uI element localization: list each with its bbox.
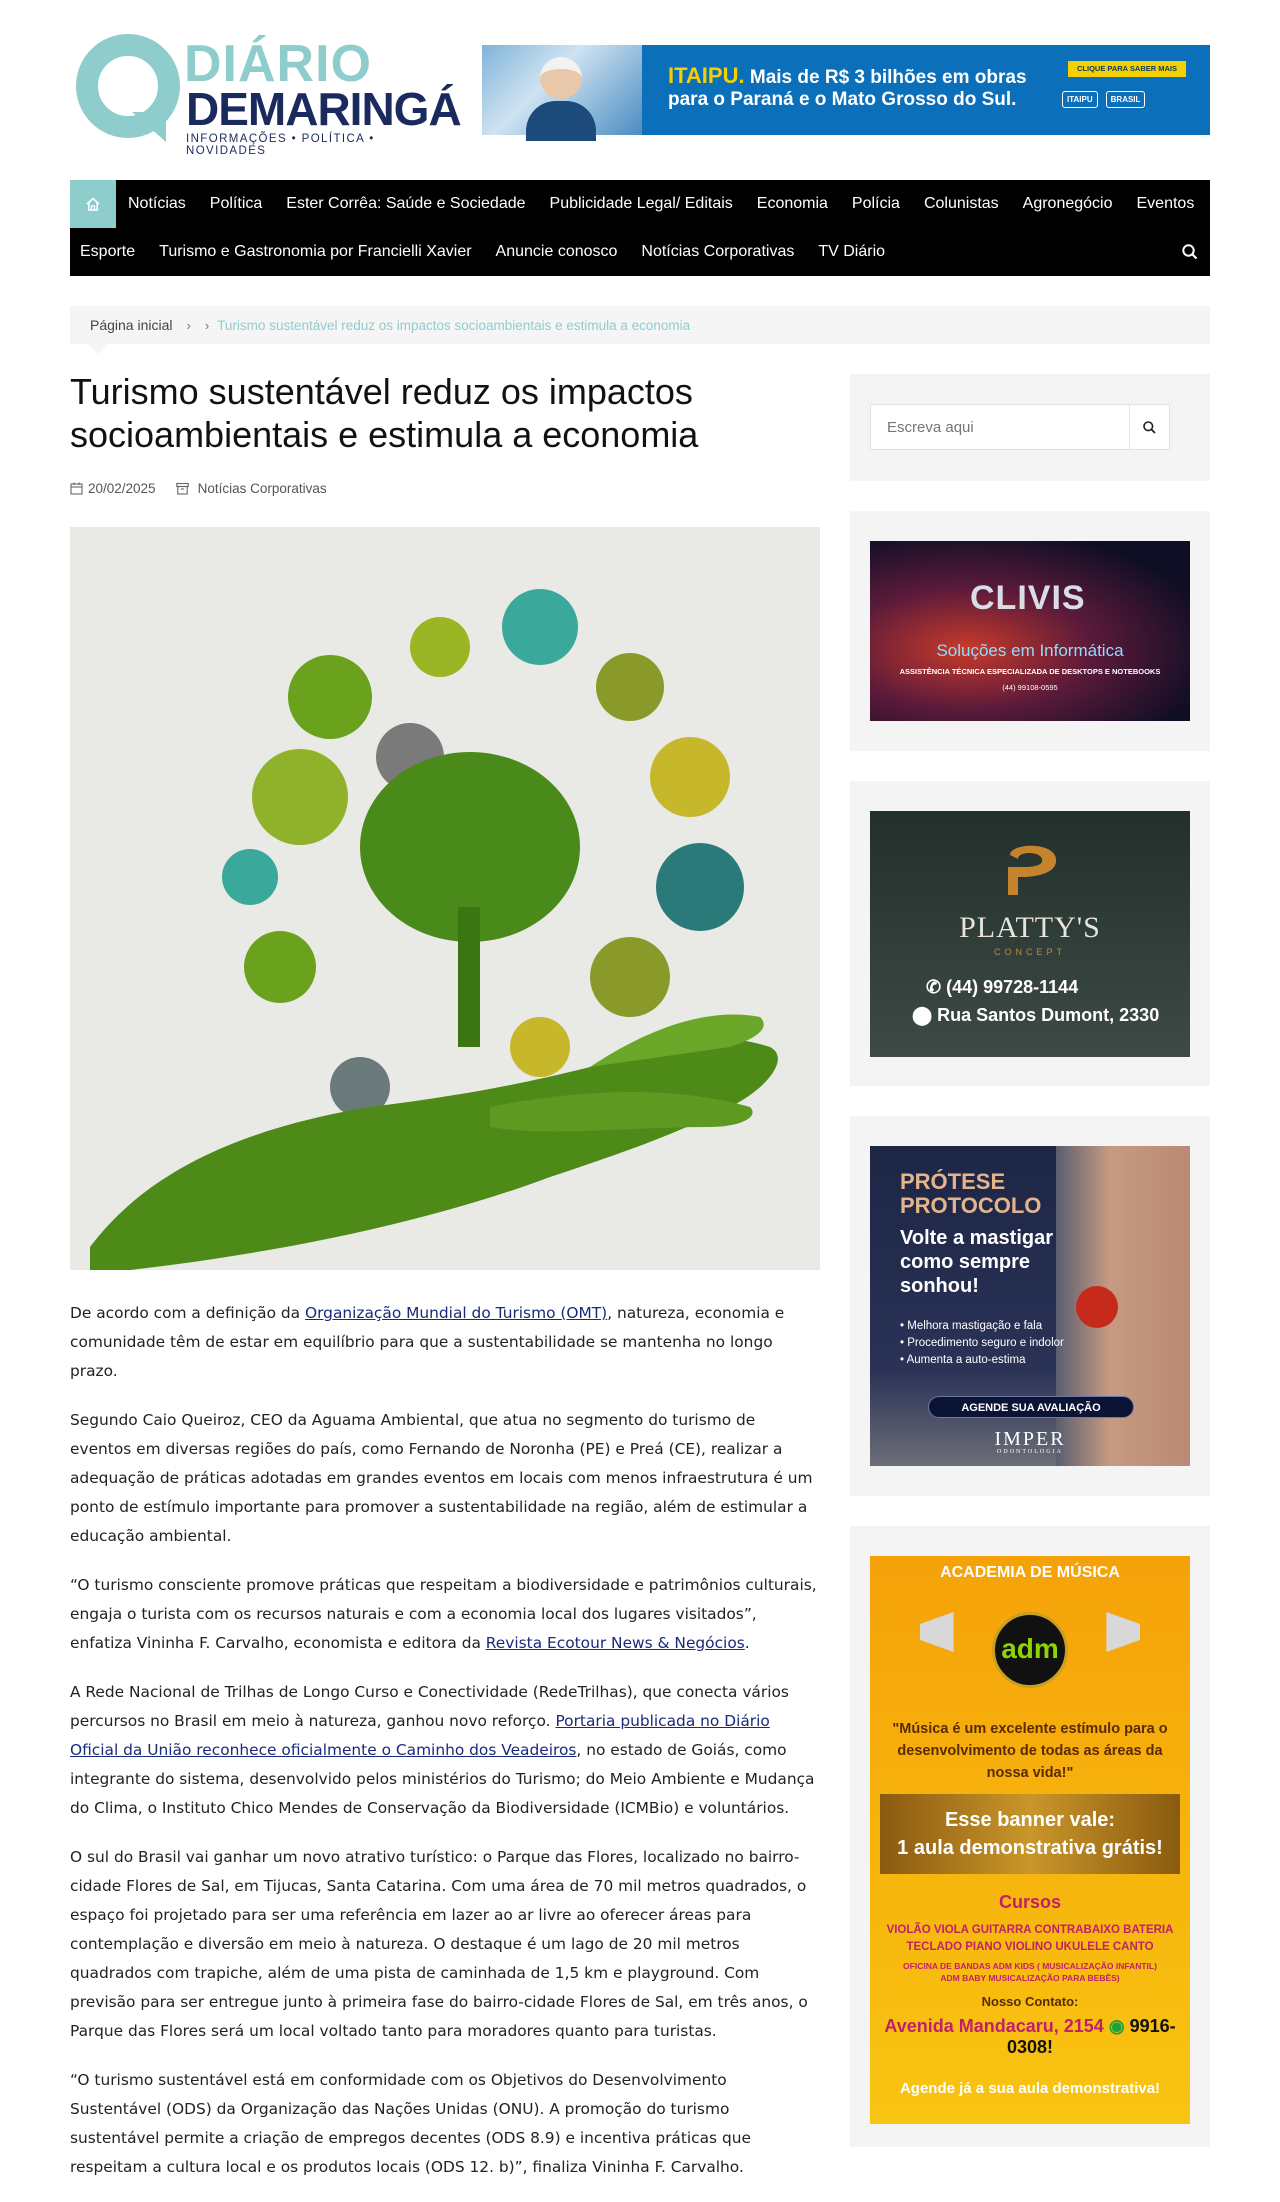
article-date[interactable]: 20/02/2025: [88, 481, 156, 496]
logo-tagline: INFORMAÇÕES • POLÍTICA • NOVIDADES: [186, 133, 375, 157]
banner-cta-button[interactable]: CLIQUE PARA SABER MAIS: [1068, 61, 1186, 77]
clivis-subtitle: Soluções em Informática: [936, 641, 1124, 660]
imper-cta-button[interactable]: AGENDE SUA AVALIAÇÃO: [928, 1396, 1134, 1418]
breadcrumb-pointer: [88, 344, 108, 354]
text-span: , natureza, economia e comunidade têm de estar em equilíbrio para que a sustentabilidade se mantenha no longo prazo.: [70, 1304, 785, 1380]
platty-phone: [926, 977, 1078, 998]
imper-ad[interactable]: [870, 1146, 1190, 1466]
sidebar-search-widget: [850, 374, 1210, 481]
text-span: .: [744, 1634, 750, 1652]
location-pin-icon: ⬤: [912, 1005, 938, 1025]
adm-extra-1: OFICINA DE BANDAS ADM KIDS ( MUSICALIZAÇÃO INFANTIL): [903, 1961, 1157, 1971]
banner-line-1-text: Mais de R$ 3 bilhões em obras: [749, 67, 1027, 88]
top-ad-banner[interactable]: [482, 45, 1210, 135]
imper-benefit: • Melhora mastigação e fala: [900, 1318, 1064, 1335]
omt-link[interactable]: Organização Mundial do Turismo (OMT): [305, 1304, 608, 1322]
imper-brand: [870, 1428, 1190, 1455]
eco-hand-illustration: [70, 527, 820, 1270]
nav-item-politica[interactable]: Política: [209, 195, 263, 212]
nav-item-noticias-corporativas[interactable]: Notícias Corporativas: [641, 243, 795, 260]
banner-logos: [1062, 91, 1192, 119]
breadcrumb-home-link[interactable]: Página inicial: [90, 317, 173, 333]
article-paragraph-1: [70, 1299, 820, 1386]
article-meta: [70, 481, 327, 496]
breadcrumb: [70, 306, 1210, 344]
nav-item-ester-correa[interactable]: Ester Corrêa: Saúde e Sociedade: [286, 195, 526, 212]
search-icon: [1180, 242, 1200, 262]
nav-item-anuncie[interactable]: Anuncie conosco: [495, 243, 618, 260]
article-hero-image: [70, 527, 820, 1270]
banner-line-1: [668, 63, 1027, 89]
clivis-phone: (44) 99108-0595: [1002, 683, 1058, 692]
worker-head: [540, 57, 582, 99]
nav-item-economia[interactable]: Economia: [756, 195, 828, 212]
calendar-icon: [70, 482, 83, 495]
article-paragraph-5: O sul do Brasil vai ganhar um novo atrativo turístico: o Parque das Flores, localizado no bairro-cidade Flores de Sal, em Tijucas, Santa Catarina. Com uma área de 70 mil metros quadrados, o espaço foi projetado para ser uma referência em lazer ao ar livre ao oferecer áreas para contemplação e diversão em meio à natureza. O destaque é um lago de 20 mil metros quadrados com trapiche, além de uma pista de caminhada de 1,5 km e playground. Com previsão para ser entregue junto à primeira fase do bairro-cidade Flores de Sal, em três anos, o Parque das Flores será um local voltado tanto para moradores quanto para turistas.: [70, 1848, 808, 2040]
logo-line-1: DIÁRIO: [184, 35, 372, 93]
article-category[interactable]: Notícias Corporativas: [197, 481, 327, 496]
platty-address: [912, 1005, 1159, 1026]
sidebar-search-button[interactable]: [1130, 404, 1170, 450]
nav-item-agronegocio[interactable]: Agronegócio: [1022, 195, 1113, 212]
nav-item-turismo-gastronomia[interactable]: Turismo e Gastronomia por Francielli Xavier: [159, 243, 472, 260]
text-span: “O turismo consciente promove práticas que respeitam a biodiversidade e patrimônios culturais, engaja o turista com os recursos naturais e com a economia local dos lugares visitados”, enfatiza Vininha F. Carvalho, economista e editora da: [70, 1576, 817, 1652]
banner-brand: ITAIPU.: [668, 63, 745, 88]
portaria-link[interactable]: Portaria publicada no Diário Oficial da União reconhece oficialmente o Caminho dos Veadeiros: [70, 1712, 770, 1759]
adm-courses-line-1: VIOLÃO VIOLA GUITARRA CONTRABAIXO BATERIA: [886, 1924, 1174, 1936]
text-span: De acordo com a definição da: [70, 1304, 306, 1322]
worker-body: [526, 101, 596, 141]
clivis-logo: CLIVIS: [970, 579, 1086, 617]
ecotour-link[interactable]: Revista Ecotour News & Negócios: [485, 1634, 745, 1652]
article-paragraph-3: [70, 1571, 820, 1658]
adm-header: ACADEMIA DE MÚSICA: [940, 1564, 1120, 1581]
clivis-description: ASSISTÊNCIA TÉCNICA ESPECIALIZADA DE DESKTOPS E NOTEBOOKS: [899, 667, 1161, 676]
nav-row-2: [70, 228, 1210, 276]
imper-benefits: [900, 1318, 1064, 1369]
adm-footer-cta: Agende já a sua aula demonstrativa!: [899, 2080, 1161, 2097]
platty-concept: CONCEPT: [993, 947, 1066, 957]
nav-item-noticias[interactable]: Notícias: [128, 195, 186, 212]
whatsapp-icon: ◉: [1108, 2016, 1125, 2036]
imper-brand-name: IMPER: [994, 1428, 1066, 1450]
adm-phone: 9916-0308!: [1006, 2016, 1176, 2057]
adm-address: Avenida Mandacaru, 2154: [884, 2016, 1104, 2036]
platty-logo-icon: [1000, 837, 1064, 901]
breadcrumb-current: Turismo sustentável reduz os impactos socioambientais e estimula a economia: [217, 317, 691, 333]
site-logo[interactable]: [76, 34, 461, 157]
text-span: , no estado de Goiás, como integrante do sistema, desenvolvido pelos ministérios do Turismo; do Meio Ambiente e Mudança do Clima, o Instituto Chico Mendes de Conservação da Biodiversidade (ICMBio) e voluntários.: [70, 1741, 815, 1817]
adm-extra-2: ADM BABY MUSICALIZAÇÃO PARA BEBÊS): [940, 1973, 1120, 1983]
platty-address-text: Rua Santos Dumont, 2330: [937, 1005, 1160, 1025]
banner-line-2: para o Paraná e o Mato Grosso do Sul.: [668, 89, 1017, 110]
adm-voucher: [880, 1794, 1180, 1874]
platty-phone-text: (44) 99728-1144: [946, 977, 1079, 997]
adm-courses-list: [876, 1922, 1184, 1956]
imper-heading-1: PRÓTESE: [900, 1169, 1006, 1194]
archive-icon: [176, 482, 189, 495]
breadcrumb-chevron-icon: ›: [204, 317, 210, 333]
imper-brand-sub: ODONTOLOGIA: [997, 1449, 1063, 1455]
nav-item-publicidade-legal[interactable]: Publicidade Legal/ Editais: [549, 195, 733, 212]
sidebar-ad-widget-adm: [850, 1526, 1210, 2147]
megaphone-icon: [920, 1612, 976, 1652]
nav-home-button[interactable]: [70, 180, 116, 228]
nav-search-button[interactable]: [1180, 242, 1200, 262]
adm-contact: [870, 2016, 1190, 2058]
logo-line-2: DEMARINGÁ: [186, 83, 461, 135]
article-body: [70, 1299, 820, 2202]
adm-logo: [992, 1612, 1068, 1688]
search-icon: [1142, 420, 1157, 435]
adm-contact-label: Nosso Contato:: [981, 1994, 1079, 2009]
nav-row-1: [70, 180, 1206, 228]
sidebar-ad-widget-platty: [850, 781, 1210, 1086]
phone-icon: ✆: [926, 977, 947, 997]
breadcrumb-chevron-icon: ›: [186, 317, 191, 333]
platty-name: PLATTY'S: [959, 911, 1101, 944]
platty-ad[interactable]: [870, 811, 1190, 1057]
adm-extra-courses: [876, 1960, 1184, 1984]
adm-quote: "Música é um excelente estímulo para o desenvolvimento de todas as áreas da nossa vida!": [892, 1721, 1168, 1781]
sidebar-ad-widget-clivis: [850, 511, 1210, 751]
imper-benefit: • Procedimento seguro e indolor: [900, 1335, 1064, 1352]
adm-logo-text: adm: [1001, 1633, 1059, 1664]
brasil-logo: BRASIL: [1106, 91, 1146, 108]
imper-heading: [900, 1170, 1041, 1218]
article-paragraph-2: Segundo Caio Queiroz, CEO da Aguama Ambiental, que atua no segmento do turismo de eventos em diversas regiões do país, como Fernando de Noronha (PE) e Preá (CE), realizar a adequação de práticas adotadas em grandes eventos em locais com menos infraestrutura é um ponto de estímulo importante para promover a sustentabilidade na região, além de estimular a educação ambiental.: [70, 1411, 813, 1545]
nav-item-esporte[interactable]: Esporte: [80, 243, 136, 260]
nav-item-colunistas[interactable]: Colunistas: [923, 195, 999, 212]
nav-item-tv-diario[interactable]: TV Diário: [818, 243, 886, 260]
nav-item-policia[interactable]: Polícia: [851, 195, 900, 212]
adm-ad[interactable]: [870, 1556, 1190, 2124]
apple-icon: [1076, 1286, 1118, 1328]
sidebar-search-input[interactable]: [870, 404, 1130, 450]
imper-heading-2: PROTOCOLO: [900, 1193, 1042, 1218]
megaphone-icon: [1084, 1612, 1140, 1652]
adm-courses-line-2: TECLADO PIANO VIOLINO UKULELE CANTO: [906, 1941, 1154, 1953]
home-icon: [85, 196, 101, 212]
article-paragraph-4: [70, 1678, 820, 1823]
adm-voucher-1: Esse banner vale:: [944, 1809, 1116, 1831]
article-title: Turismo sustentável reduz os impactos socioambientais e estimula a economia: [70, 371, 699, 455]
imper-subheading: Volte a mastigar como sempre sonhou!: [900, 1227, 1054, 1297]
banner-worker-photo: [482, 45, 642, 135]
text-span: A Rede Nacional de Trilhas de Longo Curso e Conectividade (RedeTrilhas), que conecta vários percursos no Brasil em meio à natureza, ganhou novo reforço.: [70, 1683, 789, 1730]
sidebar-ad-widget-imper: [850, 1116, 1210, 1496]
imper-benefit: • Aumenta a auto-estima: [900, 1352, 1064, 1369]
clivis-ad[interactable]: [870, 541, 1190, 721]
adm-voucher-2: 1 aula demonstrativa grátis!: [897, 1837, 1163, 1859]
nav-item-eventos[interactable]: Eventos: [1136, 195, 1195, 212]
itaipu-logo: ITAIPU: [1062, 91, 1098, 108]
adm-courses-heading: Cursos: [998, 1892, 1061, 1912]
article-paragraph-6: “O turismo sustentável está em conformidade com os Objetivos do Desenvolvimento Sustentável (ODS) da Organização das Nações Unidas (ONU). A promoção do turismo sustentável permite a criação de empregos decentes (ODS 8.9) e incentiva práticas que respeitam a cultura local e os produtos locais (ODS 12. b)”, finaliza Vininha F. Carvalho.: [70, 2071, 751, 2176]
main-nav: [70, 180, 1210, 276]
